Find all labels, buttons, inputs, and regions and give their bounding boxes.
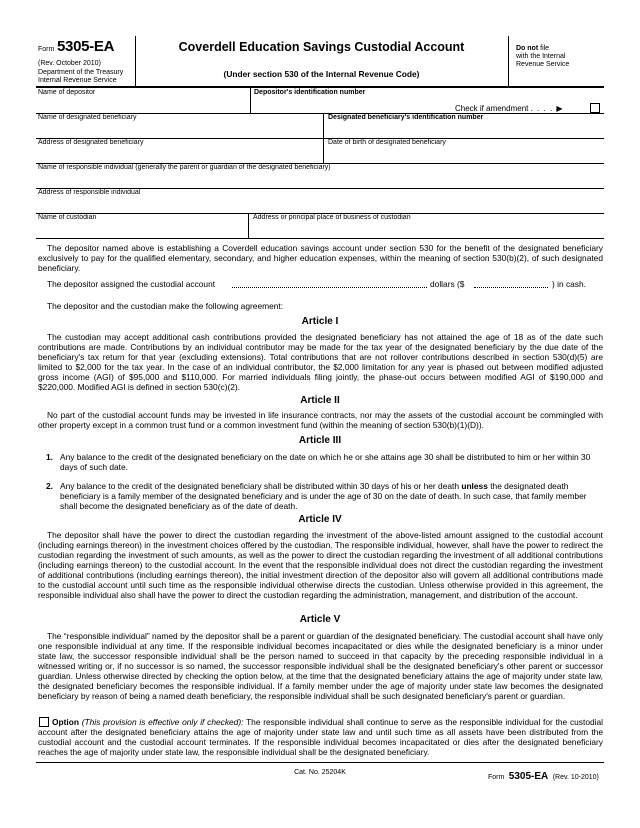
divider	[250, 87, 251, 113]
address-custodian-input[interactable]	[253, 225, 598, 238]
filing-note	[516, 45, 604, 69]
filing-note-do-not: Do not	[516, 45, 539, 52]
label-name-responsible: Name of responsible individual (generally the parent or guardian of the designated beneficiary)	[38, 164, 331, 171]
intro-paragraph: The depositor named above is establishing a Coverdell education savings account under section 530 for the benefit of the designated beneficiary exclusively to pay for the qualified elementary, secondary, and higher education expenses, within the meaning of section 530(b)(2), of such designated beneficiary.	[38, 243, 603, 273]
revision-date: (Rev. October 2010)	[38, 60, 101, 67]
item-number-2: 2.	[46, 481, 53, 491]
name-of-depositor-input[interactable]	[38, 99, 248, 113]
label-address-custodian: Address or principal place of business of custodian	[253, 214, 411, 221]
address-beneficiary-field[interactable]	[38, 148, 318, 161]
option-label: Option	[52, 717, 79, 727]
name-custodian-field[interactable]	[38, 223, 243, 236]
agreement-text: The depositor and the custodian make the following agreement:	[47, 301, 284, 311]
beneficiary-id-input[interactable]	[328, 125, 598, 138]
header-rule	[36, 86, 604, 88]
article-3-item-2-part-a: Any balance to the credit of the designated beneficiary shall be distributed within 30 days of his or her death	[60, 481, 459, 491]
article-3-item-2	[60, 481, 603, 511]
footer-rule	[36, 762, 604, 763]
label-address-responsible: Address of responsible individual	[38, 189, 141, 196]
depositor-id-field[interactable]	[254, 97, 444, 111]
filing-note-line2: with the Internal	[516, 53, 566, 60]
article-4-heading: Article IV	[298, 514, 342, 525]
article-3-heading: Article III	[298, 435, 342, 446]
label-address-beneficiary: Address of designated beneficiary	[38, 139, 144, 146]
label-dob-beneficiary: Date of birth of designated beneficiary	[328, 139, 446, 146]
option-text: The responsible individual shall continue to serve as the responsible individual for the custodial account after the designated beneficiary attains the age of majority under state law and until such time as all assets have been distributed from the custodial account and the custodial account terminates. If the responsible individual becomes incapacitated or dies after the designated beneficiary reaches the age of majority under state law, the responsible individual shall be the designated beneficiary.	[38, 717, 604, 757]
item-number-1: 1.	[46, 452, 53, 462]
footer-form-number: 5305-EA	[508, 771, 549, 782]
agency: Internal Revenue Service	[38, 77, 117, 84]
label-beneficiary-id: Designated beneficiary's identification number	[328, 114, 484, 121]
article-3-item-1: Any balance to the credit of the designated beneficiary on the date on which he or she attains age 30 shall be distributed to him or her within 30 days of such date.	[60, 452, 591, 472]
form-number: 5305-EA	[57, 38, 115, 55]
form-id-block	[38, 38, 135, 86]
beneficiary-id-field[interactable]	[328, 123, 598, 136]
name-of-beneficiary-field[interactable]	[38, 123, 318, 136]
article-5-text: The “responsible individual” named by the depositor shall be a parent or guardian of the designated beneficiary. The custodial account shall have only one responsible individual at any time. If the responsible individual becomes incapacitated or dies while the designated beneficiary is a minor under state law, the successor responsible individual shall be the person named to succeed in that capacity by the preceding responsible individual in a witnessed writing or, if no successor is so named, the successor responsible individual shall be the designated beneficiary's other parent or successor guardian. Unless otherwise directed by checking the option below, at the time that the designated beneficiary attains the age of majority under state law, the designated beneficiary becomes the responsible individual. If a family member under the age of majority under state law becomes the designated beneficiary by reason of being a named death beneficiary, the responsible individual shall be such designated beneficiary's parent or guardian.	[38, 631, 603, 701]
article-3-item-2-part-b: the designated death beneficiary is a family member of the designated beneficiary and is under the age of 30 on the date of death. In such case, that family member shall become the designated beneficiary as of the date of death.	[60, 481, 587, 511]
article-2-text: No part of the custodial account funds may be invested in life insurance contracts, nor may the assets of the custodial account be commingled with other property except in a common trust fund or a common investment fund (within the meaning of section 530(b)(1)(D)).	[38, 410, 603, 430]
name-of-beneficiary-input[interactable]	[38, 125, 318, 138]
label-in-cash: ) in cash.	[552, 279, 586, 289]
form-title: Coverdell Education Savings Custodial Account	[178, 40, 465, 54]
article-4-text: The depositor shall have the power to direct the custodian regarding the investment of the above-listed amount assigned to the custodial account (including earnings thereon) in the investment choices offered by the custodian. The responsible individual, however, shall have the power to redirect the custodian regarding the investment of such amounts, as well as the power to direct the custodian regarding the investment of all additional contributions (including earnings thereon) to the custodial account. In the event that the responsible individual does not direct the custodian regarding the investment of additional contributions (including earnings thereon), the initial investment direction of the depositor also will govern all additional contributions made to the custodial account until such time as the responsible individual otherwise directs the custodian. Unless otherwise provided in this agreement, the responsible individual also shall have the power to direct the custodian regarding the administration, management, and distribution of the account.	[38, 530, 603, 600]
amendment-leader: . . . . ▶	[530, 104, 564, 113]
article-1-text: The custodian may accept additional cash contributions provided the designated beneficiary has not attained the age of 18 as of the date such contributions are made. Contributions by an individual contributor may be made for the tax year of the designated beneficiary by the due date of the beneficiary's tax return for that year (excluding extensions). Total contributions that are not rollover contributions described in section 530(d)(5) are limited to $2,000 for the tax year. In the case of an individual contributor, the $2,000 limitation for any year is phased out between modified adjusted gross income (AGI) of $95,000 and $110,000. For married individuals filing jointly, the phase-out occurs between modified AGI of $190,000 and $220,000. Modified AGI is defined in section 530(c)(2).	[38, 332, 603, 392]
footer-form-id	[488, 766, 599, 784]
label-check-if-amendment: Check if amendment	[455, 104, 529, 113]
amendment-label	[455, 104, 564, 113]
label-dollars: dollars ($	[430, 279, 465, 289]
depositor-id-input[interactable]	[254, 99, 444, 113]
label-name-custodian: Name of custodian	[38, 214, 97, 221]
rule	[36, 238, 604, 239]
name-responsible-field[interactable]	[38, 173, 598, 186]
label-depositor-id: Depositor's identification number	[254, 89, 366, 96]
dob-beneficiary-field[interactable]	[328, 148, 598, 161]
label-name-of-depositor: Name of depositor	[38, 89, 96, 96]
address-custodian-field[interactable]	[253, 223, 598, 236]
label-name-of-beneficiary: Name of designated beneficiary	[38, 114, 137, 121]
article-5-heading: Article V	[299, 614, 341, 625]
article-1-heading: Article I	[301, 316, 339, 327]
option-paragraph	[38, 717, 603, 757]
filing-note-line3: Revenue Service	[516, 61, 570, 68]
name-of-depositor-field[interactable]	[38, 97, 248, 111]
address-responsible-field[interactable]	[38, 198, 598, 211]
filing-note-file: file	[540, 45, 550, 52]
amendment-checkbox[interactable]	[590, 103, 600, 113]
address-responsible-input[interactable]	[38, 200, 598, 213]
divider	[248, 213, 249, 238]
article-3-item-2-unless: unless	[461, 481, 488, 491]
address-beneficiary-input[interactable]	[38, 150, 318, 163]
form-subtitle: (Under section 530 of the Internal Revenue Code)	[223, 69, 420, 79]
article-2-heading: Article II	[300, 395, 340, 406]
name-responsible-input[interactable]	[38, 175, 598, 188]
header-divider-right	[508, 36, 509, 86]
name-custodian-input[interactable]	[38, 225, 243, 238]
department: Department of the Treasury	[38, 69, 124, 76]
catalog-number: Cat. No. 25204K	[294, 769, 346, 776]
dob-beneficiary-input[interactable]	[328, 150, 598, 163]
label-assigned: The depositor assigned the custodial account	[47, 279, 216, 289]
assigned-amount-words-field[interactable]	[232, 279, 427, 288]
option-note: (This provision is effective only if checked):	[81, 717, 244, 727]
footer-revision: (Rev. 10-2010)	[552, 774, 599, 781]
assigned-amount-dollars-field[interactable]	[474, 279, 548, 288]
form-word: Form	[38, 46, 55, 53]
footer-form-word: Form	[488, 774, 505, 781]
